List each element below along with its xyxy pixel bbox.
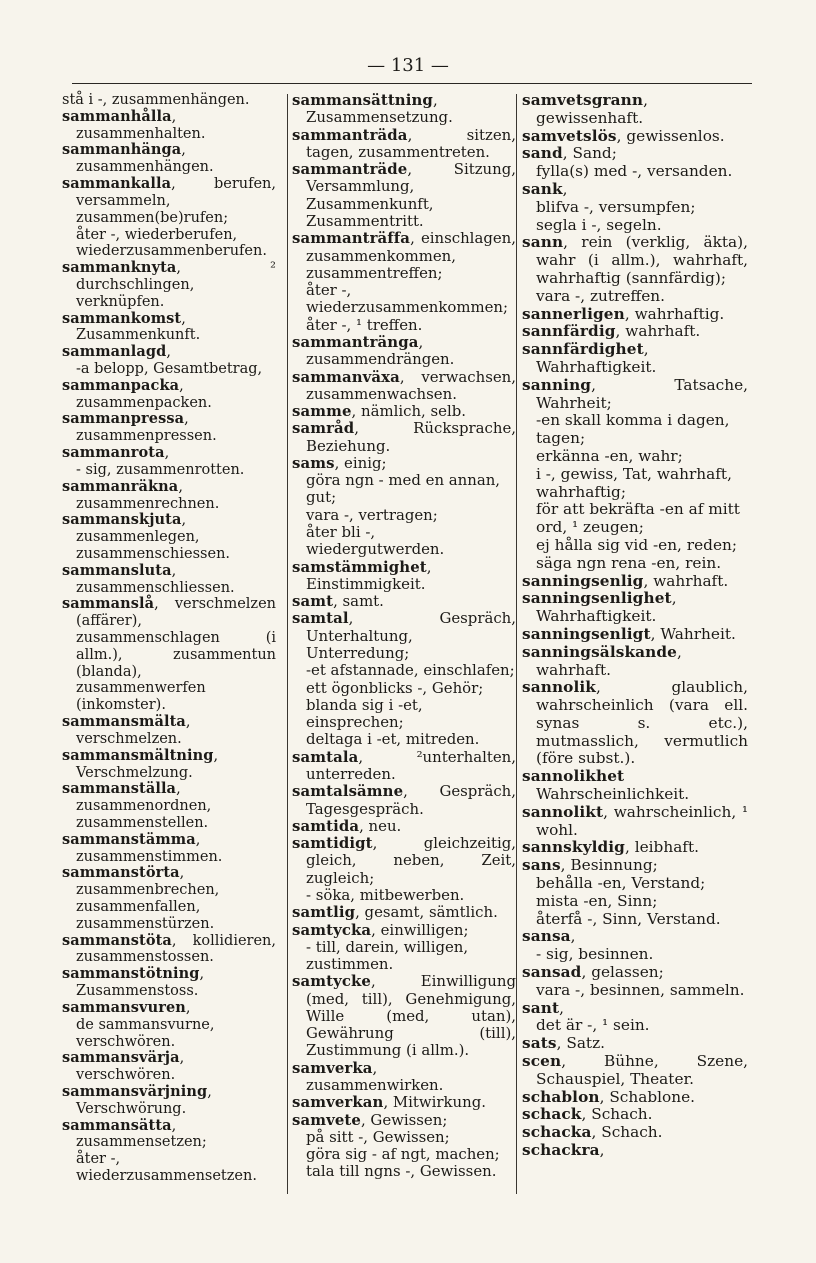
headword: sans — [522, 856, 561, 875]
sub-entry: på sitt -, Gewissen; — [306, 1127, 450, 1146]
headword: sammansvärjning — [62, 1082, 208, 1100]
dictionary-entry — [522, 1035, 748, 1053]
definition: , gewissenlos. — [616, 126, 725, 145]
definition: , zusammenschliessen. — [76, 562, 235, 596]
dictionary-entry — [62, 92, 276, 109]
sub-entry: - sig, besinnen. — [536, 945, 654, 964]
dictionary-entry — [522, 145, 748, 163]
definition: , — [166, 344, 171, 361]
headword: sammankalla — [62, 175, 172, 193]
definition: , neu. — [359, 816, 402, 835]
dictionary-entry — [62, 512, 276, 562]
dictionary-entry — [292, 161, 516, 230]
definition: , Besinnung; — [560, 856, 658, 875]
dictionary-entry — [62, 378, 276, 412]
headword: sannfärdighet — [522, 340, 644, 359]
sub-entry: -et afstannade, einschlafen; — [306, 661, 515, 680]
definition: , einwilligen; — [371, 920, 469, 939]
sub-entry: vara -, zutreffen. — [536, 286, 666, 305]
definition: , leibhaft. — [624, 838, 699, 857]
headword: sann — [522, 233, 564, 252]
headword: sansa — [522, 927, 571, 946]
dictionary-entry — [522, 128, 748, 146]
headword: sanningsenlig — [522, 571, 644, 590]
definition: , berufen, versammeln, zusammen(be)rufen; — [76, 176, 276, 226]
dictionary-entry — [62, 596, 276, 714]
headword: samtida — [292, 816, 360, 835]
definition: , Zusammenstoss. — [76, 966, 205, 1000]
dictionary-entry — [292, 610, 516, 662]
headword: sammanhänga — [62, 141, 182, 159]
dictionary-entry — [292, 334, 516, 369]
definition: , — [599, 1141, 605, 1160]
sub-entry: mista -en, Sinn; — [536, 891, 658, 910]
headword: samvetsgrann — [522, 91, 644, 109]
dictionary-entry — [62, 563, 276, 597]
dictionary-entry — [522, 804, 748, 840]
sub-entry: vara -, vertragen; — [306, 505, 438, 524]
definition: , Wahrhaftigkeit. — [536, 340, 657, 376]
sub-entry: säga ngn rena -en, rein. — [536, 553, 722, 572]
definition: , Schach. — [591, 1123, 663, 1142]
definition: , zusammenstimmen. — [76, 831, 223, 865]
dictionary-entry — [522, 857, 748, 875]
definition: , Zusammenkunft. — [76, 310, 201, 344]
headword: samvete — [292, 1110, 361, 1129]
definition: , sitzen, tagen, zusammentreten. — [306, 125, 516, 161]
headword: sammansmältning — [62, 746, 214, 764]
sub-entry: åter -, wiederzusammensetzen. — [76, 1151, 257, 1184]
headword: samverkan — [292, 1093, 384, 1112]
column-3 — [522, 92, 748, 1160]
sub-entry: vara -, besinnen, sammeln. — [536, 980, 745, 999]
definition: , zusammensetzen; — [76, 1117, 207, 1151]
definition: , Zusammensetzung. — [306, 91, 453, 127]
headword: sannerligen — [522, 304, 625, 323]
headword: samme — [292, 402, 352, 421]
page-number: — 131 — — [367, 55, 449, 76]
definition: , Wahrhaftigkeit. — [536, 589, 677, 626]
sub-entry: åter -, wiederberufen, wiederzusammenberufen. — [76, 226, 267, 260]
definition: , zusammenpressen. — [76, 411, 217, 445]
sub-entry: åter bli -, wiedergutwerden. — [306, 523, 445, 559]
definition: , Sand; — [562, 144, 617, 163]
sub-entry: de sammansvurne, verschwören. — [76, 1016, 215, 1050]
definition: , Bühne, Szene, Schauspiel, Theater. — [536, 1052, 748, 1088]
dictionary-entry — [62, 781, 276, 831]
dictionary-entry — [62, 260, 276, 310]
sub-entry: erkänna -en, wahr; — [536, 446, 683, 465]
headword: sammanväxa — [292, 367, 400, 386]
sub-entry: återfå -, Sinn, Verstand. — [536, 909, 721, 928]
headword: sammanpressa — [62, 410, 185, 428]
sub-entry: blanda sig i -et, einsprechen; — [306, 695, 423, 732]
definition: , Gewissen; — [360, 1110, 448, 1129]
dictionary-entry — [522, 1000, 748, 1018]
dictionary-entry — [292, 783, 516, 818]
definition: , rein (verklig, äkta), wahr (i allm.), wahrhaft, wahrhaftig (sannfärdig); — [536, 233, 748, 287]
dictionary-entry — [62, 176, 276, 226]
headword: sammansvärja — [62, 1049, 180, 1067]
headword: sammanträda — [292, 125, 408, 144]
definition: , Rücksprache, Beziehung. — [306, 419, 516, 455]
definition: , verschmelzen. — [76, 714, 191, 747]
dictionary-entry — [522, 1142, 748, 1160]
dictionary-entry — [62, 832, 276, 866]
dictionary-entry — [522, 679, 748, 768]
headword: scen — [522, 1052, 562, 1071]
sub-entry: det är -, ¹ sein. — [536, 1016, 650, 1035]
sub-entry: - sig, zusammenrotten. — [76, 461, 245, 478]
dictionary-entry — [522, 1053, 748, 1089]
headword: sand — [522, 144, 563, 163]
headword: samtycka — [292, 920, 372, 939]
definition: , gleichzeitig, gleich, neben, Zeit, zugleich; — [306, 834, 516, 887]
definition: , Satz. — [556, 1034, 606, 1053]
headword: samvetslös — [522, 126, 617, 145]
headword: sammanrota — [62, 444, 165, 462]
headword: sannolikhet — [522, 767, 625, 786]
dictionary-entry — [292, 230, 516, 282]
headword: sammanstämma — [62, 830, 196, 848]
definition: , zusammenhängen. — [76, 142, 214, 176]
dictionary-entry — [292, 420, 516, 455]
definition: , — [562, 179, 568, 198]
sub-entry: tala till ngns -, Gewissen. — [306, 1162, 497, 1181]
sub-entry: - till, darein, willigen, zustimmen. — [306, 937, 469, 974]
headword: sanningsenlighet — [522, 589, 672, 608]
definition: , zusammenpacken. — [76, 377, 212, 411]
dictionary-entry — [62, 966, 276, 1000]
headword: sammansätta — [62, 1116, 172, 1134]
dictionary-entry — [62, 1000, 276, 1017]
column-1 — [62, 92, 276, 1185]
headword: samtlig — [292, 903, 356, 922]
sub-entry: göra ngn - med en annan, gut; — [306, 471, 501, 507]
definition: , Einstimmigkeit. — [306, 557, 432, 593]
headword: sammansmälta — [62, 713, 186, 731]
dictionary-entry — [522, 1089, 748, 1107]
header-rule — [72, 83, 752, 84]
dictionary-entry — [292, 593, 516, 610]
definition: , wahrhaft. — [615, 322, 701, 341]
dictionary-entry — [292, 973, 516, 1059]
sub-entry: fylla(s) med -, versanden. — [536, 162, 733, 181]
headword: samstämmighet — [292, 557, 427, 576]
dictionary-entry — [522, 306, 748, 324]
dictionary-entry — [62, 714, 276, 748]
sub-entry: göra sig - af ngt, machen; — [306, 1145, 500, 1164]
sub-entry: för att bekräfta -en af mitt ord, ¹ zeugen; — [536, 500, 740, 537]
definition: , nämlich, selb. — [351, 402, 466, 421]
dictionary-entry — [522, 644, 748, 680]
dictionary-entry — [62, 748, 276, 782]
dictionary-entry — [292, 127, 516, 162]
definition: , einig; — [334, 453, 387, 472]
headword: sammanstöta — [62, 931, 172, 949]
dictionary-entry — [292, 559, 516, 594]
definition: , ² durchschlingen, verknüpfen. — [76, 260, 276, 310]
definition: , Tatsache, Wahrheit; — [536, 375, 748, 412]
headword: sammanslå — [62, 595, 155, 613]
definition: , wahrscheinlich, ¹ wohl. — [536, 802, 748, 839]
dictionary-entry — [62, 1084, 276, 1118]
headword: sank — [522, 179, 563, 198]
definition: , Gespräch, Tagesgespräch. — [306, 782, 516, 818]
dictionary-entry — [522, 181, 748, 199]
headword: sammanräkna — [62, 477, 179, 495]
definition: , verwachsen, zusammenwachsen. — [306, 367, 516, 403]
sub-entry: ej hålla sig vid -en, reden; — [536, 535, 737, 554]
headword: sats — [522, 1034, 557, 1053]
column-divider-2 — [516, 94, 517, 1194]
sub-entry: -a belopp, Gesamtbetrag, — [76, 361, 263, 377]
dictionary-entry — [62, 311, 276, 345]
headword: sammanträffa — [292, 229, 411, 248]
headword: sanningsälskande — [522, 642, 678, 661]
definition: , gesamt, sämtlich. — [355, 903, 498, 922]
sub-entry: i -, gewiss, Tat, wahrhaft, wahrhaftig; — [536, 464, 732, 501]
definition: , zusammendrängen. — [306, 332, 455, 369]
dictionary-entry — [292, 749, 516, 784]
headword: samtycke — [292, 972, 371, 991]
dictionary-entry — [522, 1124, 748, 1142]
dictionary-entry — [62, 344, 276, 361]
dictionary-entry — [522, 928, 748, 946]
dictionary-entry — [62, 865, 276, 932]
definition: , — [185, 999, 191, 1016]
definition: , Mitwirkung. — [383, 1093, 487, 1112]
dictionary-entry — [292, 818, 516, 835]
definition: , Einwilligung (med, till), Genehmigung, Wille (med, utan), Gewährung (till), Zustimmung (i allm.). — [306, 972, 516, 1060]
definition: , zusammenrechnen. — [76, 478, 220, 512]
definition: , wahrhaft. — [536, 642, 682, 679]
definition: , — [559, 998, 564, 1017]
dictionary-entry — [522, 323, 748, 341]
definition: , zusammenlegen, zusammenschiessen. — [76, 512, 231, 562]
definition: Wahrscheinlichkeit. — [536, 785, 690, 804]
headword: sammanhålla — [62, 107, 172, 125]
sub-entry: behålla -en, Verstand; — [536, 874, 706, 893]
definition: , gewissenhaft. — [536, 91, 648, 127]
definition: , zusammenwirken. — [306, 1058, 444, 1095]
definition: , Sitzung, Versammlung, Zusammenkunft, Zusammentritt. — [306, 160, 516, 230]
definition: , Verschmelzung. — [76, 747, 219, 781]
definition: , kollidieren, zusammenstossen. — [76, 932, 276, 966]
headword: samtala — [292, 747, 359, 766]
dictionary-entry — [522, 1106, 748, 1124]
headword: samtalsämne — [292, 782, 404, 801]
sub-entry: åter -, ¹ treffen. — [306, 315, 423, 334]
headword: sammantränga — [292, 332, 419, 351]
dictionary-entry — [292, 904, 516, 921]
headword: sammanstötning — [62, 965, 200, 983]
dictionary-entry — [522, 234, 748, 287]
headword: sant — [522, 998, 560, 1017]
headword: sammansluta — [62, 561, 172, 579]
dictionary-entry — [522, 626, 748, 644]
dictionary-entry — [62, 109, 276, 143]
headword: samverka — [292, 1058, 373, 1077]
headword: samtidigt — [292, 834, 373, 853]
definition: , zusammenhalten. — [76, 108, 206, 142]
definition: , Schach. — [581, 1105, 653, 1124]
headword: schablon — [522, 1087, 600, 1106]
headword: sannskyldig — [522, 838, 625, 857]
dictionary-entry — [292, 455, 516, 472]
definition: , wahrhaft. — [643, 571, 729, 590]
definition: stå i -, zusammenhängen. — [62, 92, 250, 108]
sub-entry: segla i -, segeln. — [536, 215, 662, 234]
definition: , verschmelzen (affärer), zusammenschlagen (i allm.), zusammentun (blanda), zusammenwerfen (inkomster). — [76, 596, 276, 714]
headword: sanning — [522, 375, 592, 394]
sub-entry: ett ögonblicks -, Gehör; — [306, 678, 484, 697]
dictionary-entry — [522, 573, 748, 591]
dictionary-entry — [62, 445, 276, 462]
definition: , verschwören. — [76, 1050, 185, 1084]
headword: sammansättning — [292, 91, 433, 109]
headword: sammanlagd — [62, 343, 167, 361]
headword: sanningsenligt — [522, 624, 651, 643]
definition: , gelassen; — [581, 963, 664, 982]
sub-entry: deltaga i -et, mitreden. — [306, 730, 480, 749]
headword: sammanträde — [292, 160, 408, 179]
dictionary-entry — [292, 922, 516, 939]
definition: , Verschwörung. — [76, 1083, 212, 1117]
definition: , zusammenordnen, zusammenstellen. — [76, 781, 212, 831]
dictionary-entry — [62, 411, 276, 445]
dictionary-entry — [292, 1112, 516, 1129]
sub-entry: -en skall komma i dagen, tagen; — [536, 411, 730, 448]
dictionary-entry — [522, 768, 748, 804]
definition: , — [164, 445, 170, 462]
headword: sannfärdig — [522, 322, 616, 341]
dictionary-entry — [62, 1050, 276, 1084]
definition: , Wahrheit. — [650, 624, 736, 643]
definition: , — [570, 927, 576, 946]
dictionary-entry — [522, 839, 748, 857]
column-divider-1 — [287, 94, 288, 1194]
dictionary-entry — [62, 1118, 276, 1152]
dictionary-entry — [292, 1094, 516, 1111]
headword: sammanknyta — [62, 259, 177, 277]
headword: sammansvuren — [62, 998, 186, 1016]
dictionary-entry — [522, 377, 748, 413]
headword: schacka — [522, 1123, 592, 1142]
dictionary-entry — [292, 835, 516, 887]
definition: , wahrhaftig. — [624, 304, 725, 323]
definition: , Gespräch, Unterhaltung, Unterredung; — [306, 609, 516, 662]
column-2 — [292, 92, 516, 1181]
headword: sammanställa — [62, 780, 177, 798]
headword: schack — [522, 1105, 582, 1124]
definition: , einschlagen, zusammenkommen, zusammentreffen; — [306, 229, 516, 282]
sub-entry: åter -, wiederzusammenkommen; — [306, 281, 509, 317]
dictionary-entry — [62, 933, 276, 967]
headword: samt — [292, 592, 334, 611]
dictionary-entry — [522, 92, 748, 128]
headword: sammanstörta — [62, 864, 180, 882]
dictionary-entry — [62, 142, 276, 176]
definition: , samt. — [333, 592, 384, 611]
dictionary-entry — [292, 92, 516, 127]
headword: sammankomst — [62, 309, 182, 327]
definition: , zusammenbrechen, zusammenfallen, zusammenstürzen. — [76, 865, 220, 932]
headword: samtal — [292, 609, 349, 628]
headword: schackra — [522, 1141, 600, 1160]
sub-entry: blifva -, versumpfen; — [536, 197, 696, 216]
headword: samråd — [292, 419, 355, 438]
headword: sannolikt — [522, 802, 604, 821]
headword: sammanpacka — [62, 376, 180, 394]
definition: , ²unterhalten, unterreden. — [306, 747, 516, 783]
headword: sams — [292, 453, 335, 472]
headword: sannolik — [522, 678, 596, 697]
definition: , glaublich, wahrscheinlich (vara ell. synas s. etc.), mutmasslich, vermutlich (före subst.). — [536, 678, 748, 768]
dictionary-entry — [292, 369, 516, 404]
dictionary-entry — [292, 403, 516, 420]
headword: sammanskjuta — [62, 511, 182, 529]
headword: sansad — [522, 963, 582, 982]
dictionary-entry — [522, 341, 748, 377]
dictionary-entry — [522, 590, 748, 626]
dictionary-entry — [292, 1060, 516, 1095]
dictionary-entry — [522, 964, 748, 982]
sub-entry: - söka, mitbewerben. — [306, 885, 465, 904]
definition: , Schablone. — [599, 1087, 695, 1106]
dictionary-entry — [62, 479, 276, 513]
